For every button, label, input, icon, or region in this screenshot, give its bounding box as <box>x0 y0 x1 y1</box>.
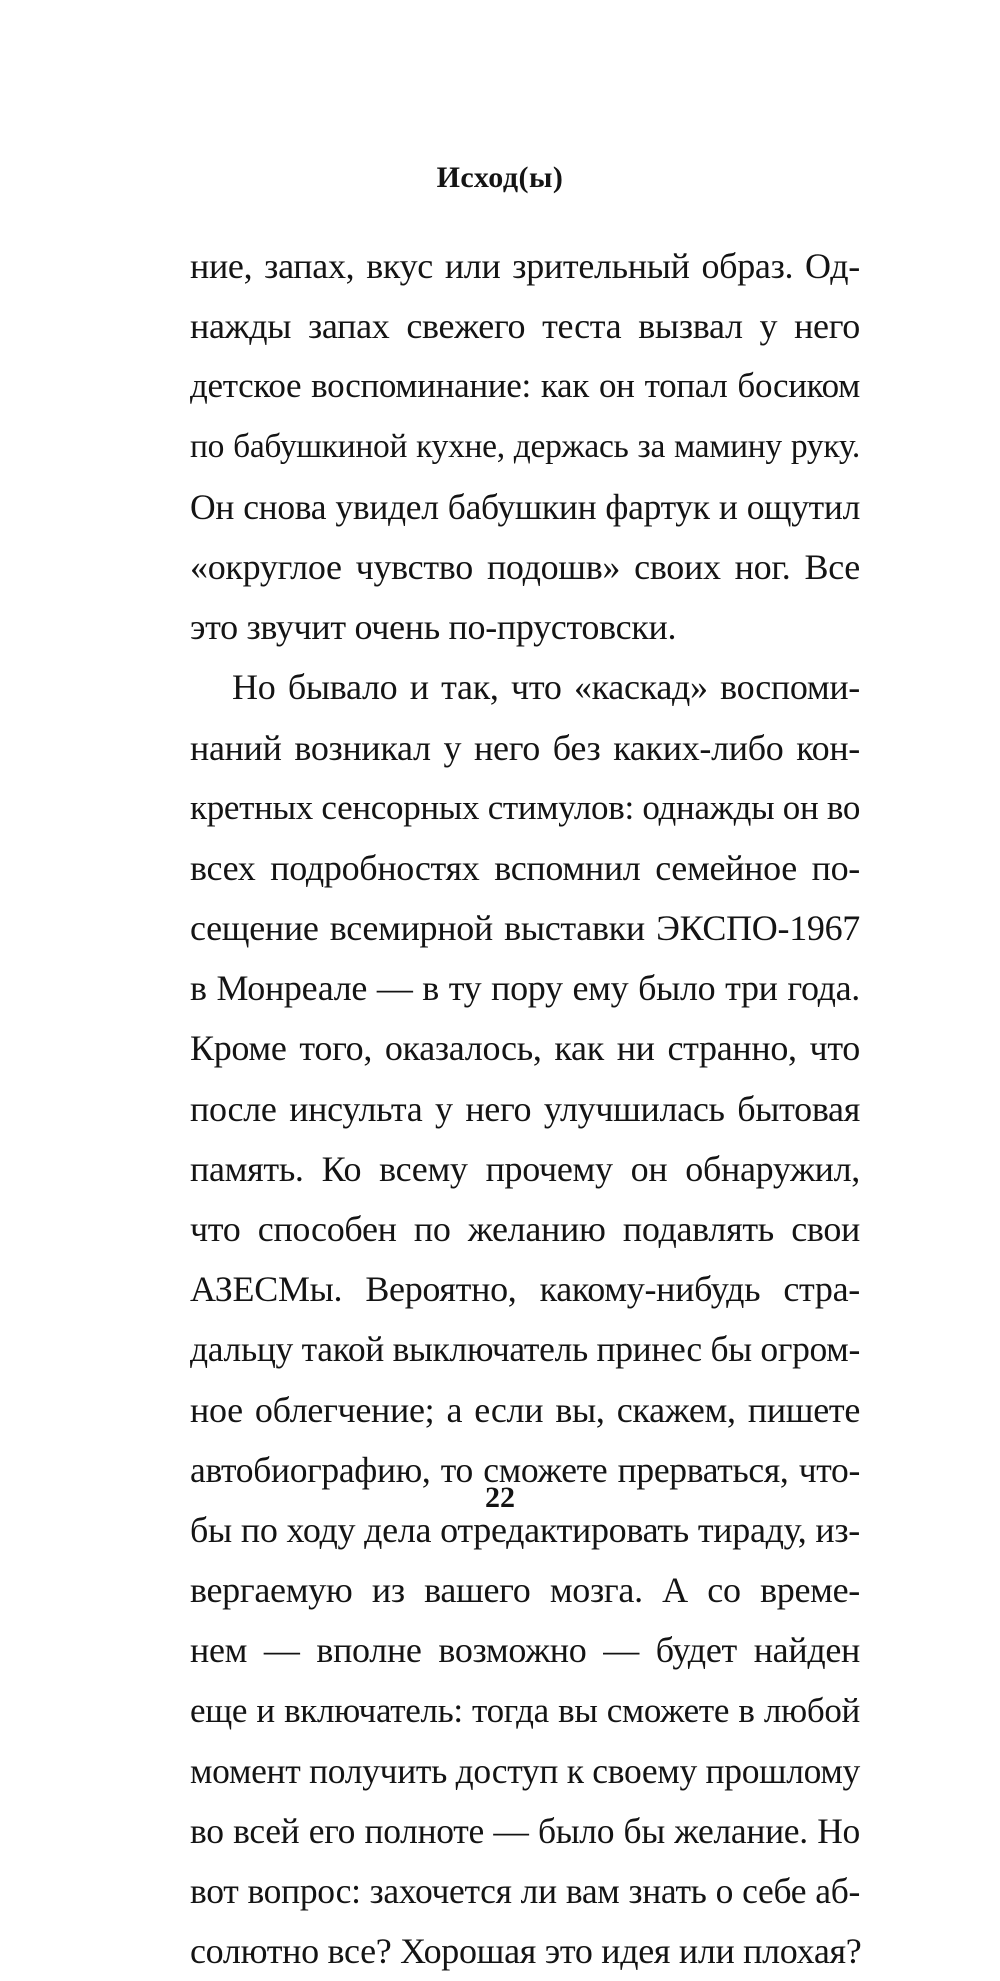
text-line: Кроме того, оказалось, как ни странно, что <box>190 1028 860 1069</box>
text-line: «округлое чувство подошв» своих ног. Все <box>190 546 860 587</box>
text-line: ние, запах, вкус или зрительный образ. Од- <box>190 246 860 286</box>
text-line: вергаемую из вашего мозга. А со време- <box>190 1570 860 1611</box>
text-line: память. Ко всему прочему он обнаружил, <box>190 1148 860 1189</box>
text-line: детское воспоминание: как он топал босиком <box>190 366 860 406</box>
text-line: нажды запах свежего теста вызвал у него <box>190 306 860 347</box>
text-line: кретных сенсорных стимулов: однажды он во <box>190 787 861 827</box>
text-line: Он снова увидел бабушкин фартук и ощутил <box>190 486 860 527</box>
text-line: автобиографию, то сможете прерваться, что- <box>190 1449 860 1490</box>
text-line: еще и включатель: тогда вы сможете в любой <box>190 1690 860 1730</box>
page-number: 22 <box>485 1481 515 1514</box>
text-line: Но бывало и так, что «каскад» воспоми- <box>232 667 860 708</box>
text-line: по бабушкиной кухне, держась за мамину руку. <box>190 427 860 465</box>
text-line: наний возникал у него без каких-либо кон- <box>190 727 860 768</box>
text-line: дальцу такой выключатель принес бы огром- <box>190 1329 860 1370</box>
text-line: что способен по желанию подавлять свои <box>190 1209 860 1249</box>
text-line: это звучит очень по-прустовски. <box>190 607 677 648</box>
text-line: после инсульта у него улучшилась бытовая <box>190 1088 860 1129</box>
text-line: нем — вполне возможно — будет найден <box>190 1630 860 1671</box>
text-line: в Монреале — в ту пору ему было три года. <box>190 968 860 1009</box>
text-line: всех подробностях вспомнил семейное по- <box>190 847 860 888</box>
text-line: сещение всемирной выставки ЭКСПО-1967 <box>190 908 860 949</box>
body-text <box>190 236 860 1981</box>
text-line: во всей его полноте — было бы желание. Но <box>190 1810 860 1851</box>
text-line: ное облегчение; а если вы, скажем, пишете <box>190 1389 860 1430</box>
text-line: АЗЕСМы. Вероятно, какому-нибудь стра- <box>190 1269 860 1310</box>
text-line: солютно все? Хорошая это идея или плохая? <box>190 1931 862 1972</box>
text-line: вот вопрос: захочется ли вам знать о себе аб- <box>190 1871 860 1912</box>
running-head: Исход(ы) <box>436 161 564 194</box>
text-line: бы по ходу дела отредактировать тираду, из- <box>190 1509 860 1550</box>
text-line: момент получить доступ к своему прошлому <box>190 1750 860 1791</box>
